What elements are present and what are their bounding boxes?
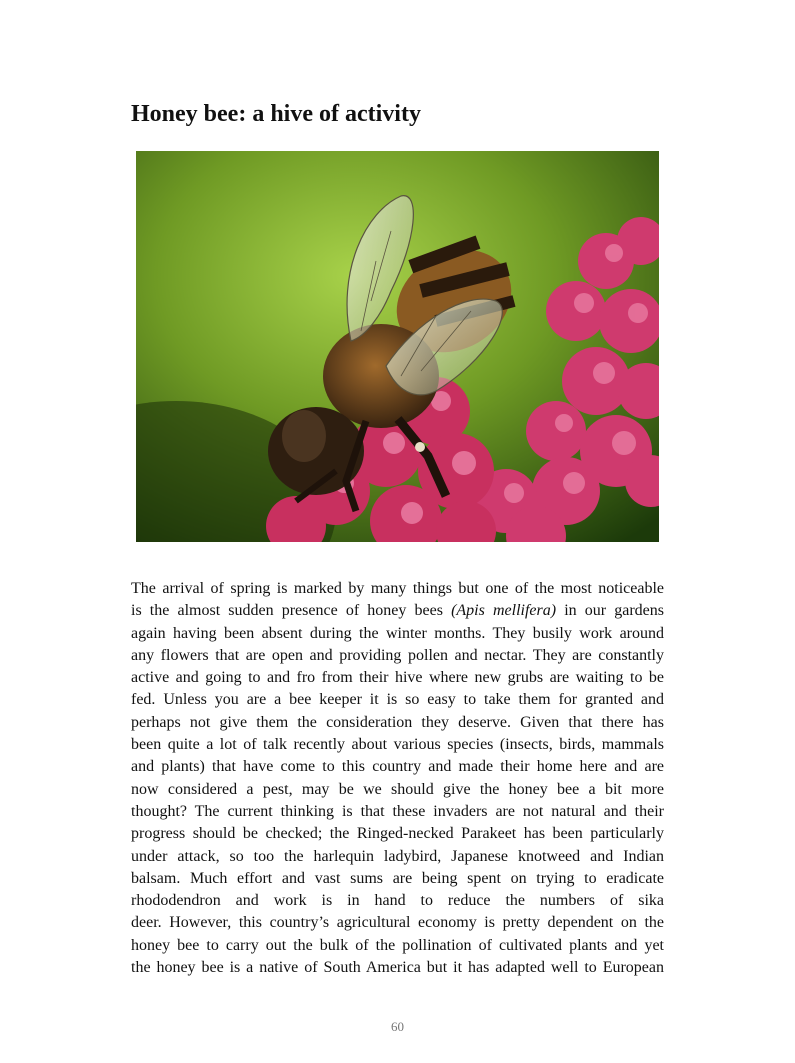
article-line: any flowers that are open and providing pollen and nectar. They are constantly — [131, 646, 664, 664]
article-line: the honey bee is a native of South America but it has adapted well to European — [131, 959, 664, 977]
article-line: balsam. Much effort and vast sums are being spent on trying to eradicate — [131, 869, 664, 887]
article-line: fed. Unless you are a bee keeper it is so easy to take them for granted and — [131, 691, 664, 709]
article-line: thought? The current thinking is that these invaders are not natural and their — [131, 802, 664, 820]
article-body — [131, 578, 664, 979]
species-name: (Apis mellifera) — [451, 602, 557, 620]
honey-bee-photo — [136, 151, 659, 542]
page-number: 60 — [391, 1019, 404, 1034]
article-line: perhaps not give them the consideration they deserve. Given that there has — [131, 713, 664, 731]
article-line: The arrival of spring is marked by many things but one of the most noticeable — [131, 580, 664, 597]
article-line: been quite a lot of talk recently about various species (insects, birds, mammals — [131, 736, 664, 754]
article-line: active and going to and fro from their hive where new grubs are waiting to be — [131, 669, 664, 687]
article-line: is the almost sudden presence of honey bees (Apis mellifera) in our gardens — [131, 602, 665, 620]
article-line: and plants) that have come to this country and made their home here and are — [131, 758, 664, 776]
article-line: now considered a pest, may be we should give the honey bee a bit more — [131, 780, 664, 798]
page-title: Honey bee: a hive of activity — [131, 101, 421, 127]
article-line: progress should be checked; the Ringed-necked Parakeet has been particularly — [131, 825, 664, 843]
honey-bee-illustration — [136, 151, 659, 542]
article-line: honey bee to carry out the bulk of the pollination of cultivated plants and yet — [131, 936, 664, 954]
article-line: under attack, so too the harlequin ladybird, Japanese knotweed and Indian — [131, 847, 664, 865]
article-line: rhododendron and work is in hand to reduce the numbers of sika — [131, 892, 664, 910]
article-line: deer. However, this country’s agricultural economy is pretty dependent on the — [131, 914, 664, 932]
article-line: again having been absent during the winter months. They busily work around — [131, 624, 664, 642]
